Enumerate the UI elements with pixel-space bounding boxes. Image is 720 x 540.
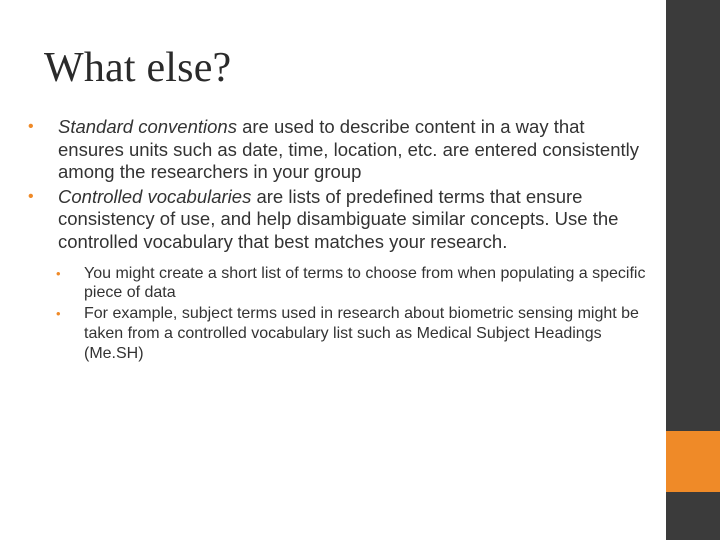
slide-content (28, 116, 648, 365)
sub-bullet-example (28, 304, 648, 363)
sub-bullet-short-list (28, 264, 648, 304)
bullet-text: are lists of predefined terms that ensure consistency of use, and help disambiguate similar concepts. Use the controlled vocabulary that best matches your research. (58, 185, 619, 252)
bullet-term: Controlled vocabularies (58, 185, 252, 207)
sub-bullet-list (28, 264, 648, 364)
bullet-icon: • (28, 187, 34, 205)
bullet-term: Standard conventions (58, 116, 237, 137)
bullet-icon: • (56, 265, 61, 281)
sub-bullet-text: You might create a short list of terms to choose from when populating a specific piece of data (84, 264, 646, 302)
bullet-text: are used to describe content in a way that ensures units such as date, time, location, etc. are entered consistently among the researchers in your group (58, 116, 640, 183)
accent-block (666, 431, 720, 492)
bullet-icon: • (28, 118, 34, 135)
bullet-standard-conventions (28, 116, 648, 184)
slide-title: What else? (44, 45, 232, 91)
bullet-icon: • (56, 306, 61, 322)
bullet-controlled-vocabularies (28, 186, 648, 254)
sub-bullet-text: For example, subject terms used in research about biometric sensing might be taken from a controlled vocabulary list such as Medical Subject Headings (Me.SH) (84, 305, 639, 362)
